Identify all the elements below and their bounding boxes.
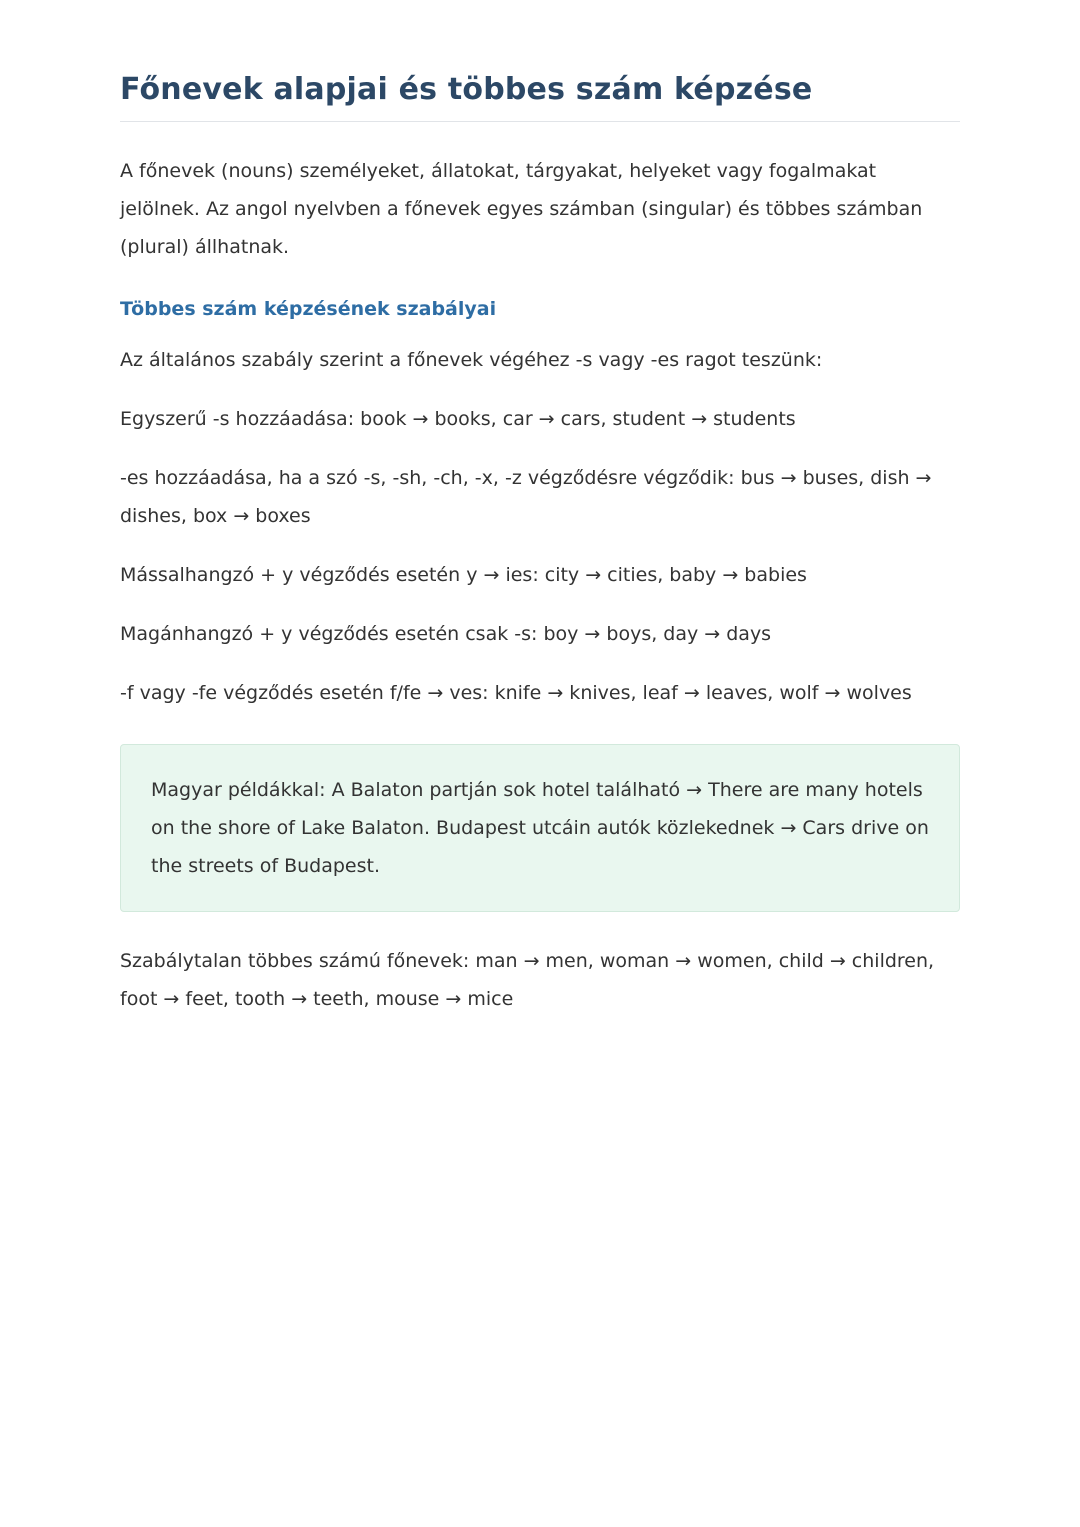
paragraph-general-rule: Az általános szabály szerint a főnevek végéhez -s vagy -es ragot teszünk: (120, 349, 823, 371)
paragraph-vowel-y: Magánhangzó + y végződés esetén csak -s: boy → boys, day → days (120, 623, 772, 645)
hungarian-examples-callout (120, 744, 960, 912)
title-divider (120, 121, 960, 122)
document-page (120, 0, 960, 1018)
callout-text: Magyar példákkal: A Balaton partján sok hotel található → There are many hotels on the shore of Lake Balaton. Budapest utcáin autók közlekednek → Cars drive on the streets of Budapest. (151, 779, 929, 877)
section-heading-plural-rules: Többes szám képzésének szabályai (120, 298, 497, 320)
paragraph-es-ending: -es hozzáadása, ha a szó -s, -sh, -ch, -x, -z végződésre végződik: bus → buses, dish → dishes, box → boxes (120, 467, 932, 527)
page-title: Főnevek alapjai és többes szám képzése (120, 72, 813, 107)
paragraph-irregular-plurals: Szabálytalan többes számú főnevek: man → men, woman → women, child → children, foot → feet, tooth → teeth, mouse → mice (120, 950, 935, 1010)
paragraph-simple-s: Egyszerű -s hozzáadása: book → books, car → cars, student → students (120, 408, 796, 430)
intro-paragraph: A főnevek (nouns) személyeket, állatokat, tárgyakat, helyeket vagy fogalmakat jelölnek. Az angol nyelvben a főnevek egyes számban (singular) és többes számban (plural) állhatnak. (120, 160, 923, 258)
paragraph-f-fe-ending: -f vagy -fe végződés esetén f/fe → ves: knife → knives, leaf → leaves, wolf → wolves (120, 682, 912, 704)
paragraph-consonant-y: Mássalhangzó + y végződés esetén y → ies: city → cities, baby → babies (120, 564, 807, 586)
